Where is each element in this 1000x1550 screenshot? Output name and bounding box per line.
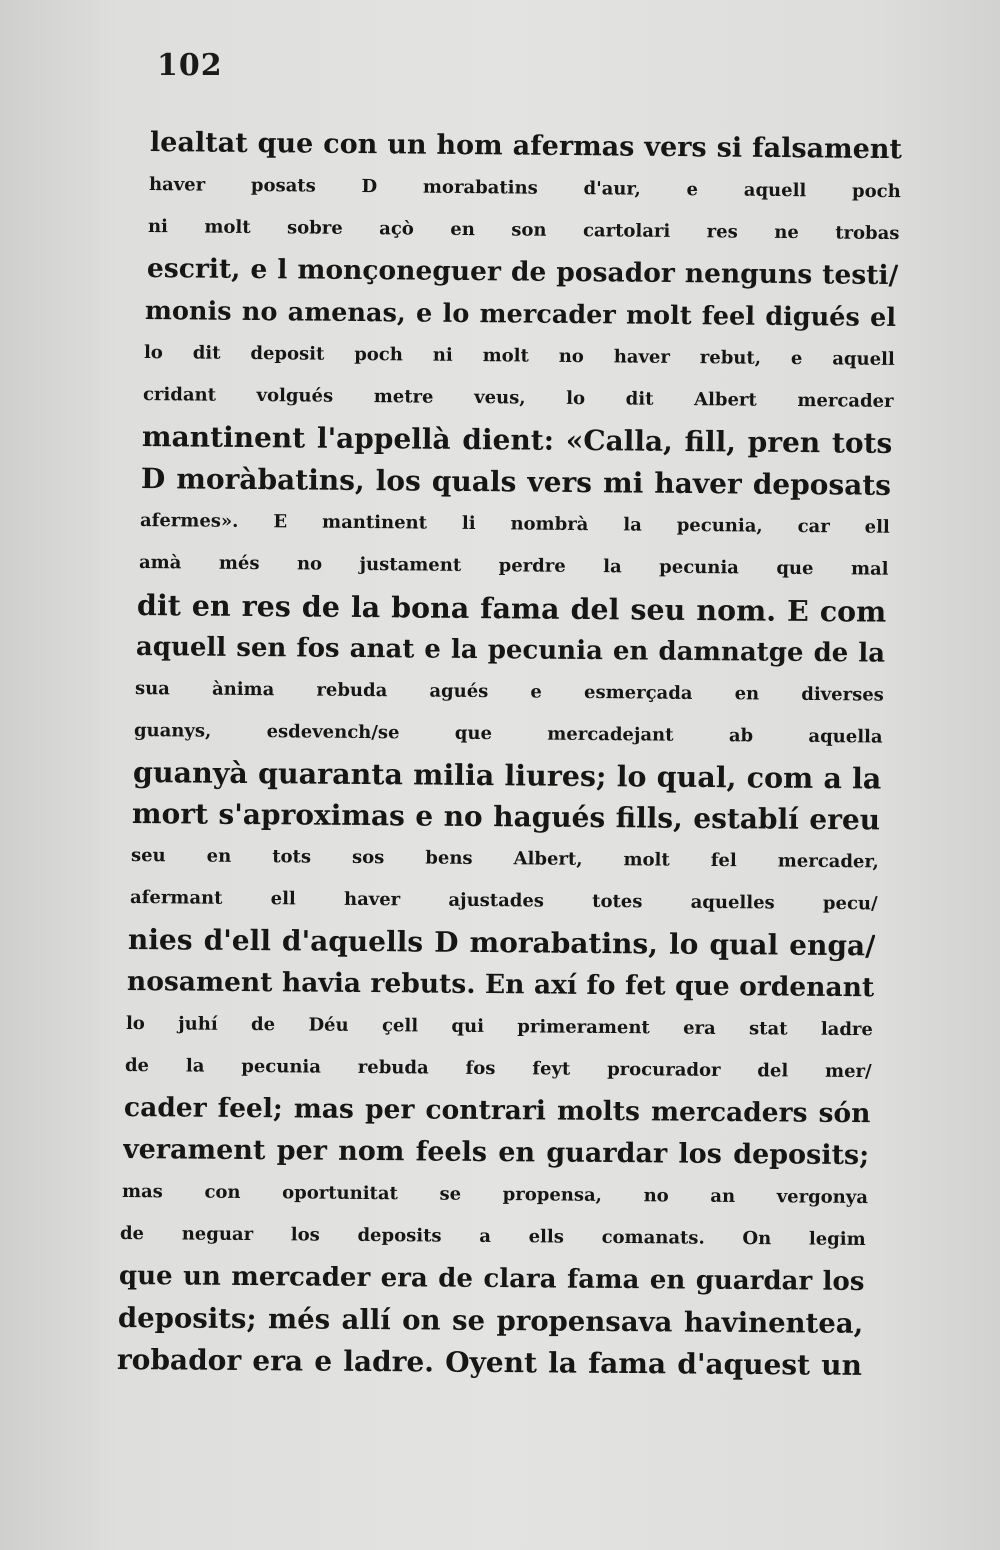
- text-line: lo juhí de Déu çell qui primerament era stat ladre: [126, 1013, 874, 1041]
- text-line: ni molt sobre açò en son cartolari res ne trobas: [147, 215, 900, 245]
- text-line: lealtat que con un hom afermas vers si falsament: [149, 127, 903, 166]
- text-line: nosament havia rebuts. En axí fo fet que ordenant: [127, 966, 875, 1004]
- text-line: guanyà quaranta milia liures; lo qual, com a la: [132, 755, 882, 796]
- text-line: deposits; més allí on se propensava havinentea,: [117, 1302, 864, 1340]
- text-line: mantinent l'appellà dient: «Calla, fill, pren tots: [141, 419, 893, 460]
- text-line: verament per nom feels en guardar los deposits;: [122, 1134, 869, 1172]
- text-line: mort s'aproximas e no hagués fills, establí ereu: [131, 797, 881, 837]
- text-line: nies d'ell d'aquells D morabatins, lo qual enga/: [128, 923, 876, 963]
- text-line: sua ànima rebuda agués e esmerçada en diverses: [135, 677, 885, 706]
- text-line: cridant volgués metre veus, lo dit Albert mercader: [143, 383, 894, 412]
- text-line: cader feel; mas per contrari molts mercaders són: [123, 1092, 871, 1130]
- text-line: dit en res de la bona fama del seu nom. E com: [137, 587, 887, 629]
- text-line: mas con oportunitat se propensa, no an vergonya: [121, 1181, 868, 1209]
- text-line: D moràbatins, los quals vers mi haver deposats: [140, 461, 892, 502]
- text-line: aquell sen fos anat e la pecunia en damnatge de la: [136, 631, 886, 669]
- text-line: afermes». E mantinent li nombrà la pecunia, car ell: [139, 509, 890, 538]
- text-line: seu en tots sos bens Albert, molt fel mercader,: [130, 845, 879, 873]
- text-line: afermant ell haver ajustades totes aquelles pecu/: [129, 887, 878, 915]
- text-line: amà més no justament perdre la pecunia que mal: [138, 551, 889, 580]
- text-line: escrit, e l monçoneguer de posador nenguns testi/: [146, 252, 898, 291]
- text-line: lo dit deposit poch ni molt no haver rebut, e aquell: [144, 341, 896, 370]
- page-number: 102: [157, 48, 223, 83]
- text-line: haver posats D morabatins d'aur, e aquell poch: [148, 173, 901, 203]
- text-line: que un mercader era de clara fama en guardar los: [119, 1261, 865, 1298]
- text-line: robador era e ladre. Oyent la fama d'aquest un: [116, 1343, 863, 1382]
- text-line: guanys, esdevench/se que mercadejant ab aquella: [133, 719, 883, 748]
- text-line: de la pecunia rebuda fos feyt procurador del mer/: [124, 1055, 872, 1083]
- text-line: de neguar los deposits a ells comanats. On legim: [120, 1223, 867, 1251]
- text-line: monis no amenas, e lo mercader molt feel digués el: [145, 295, 897, 333]
